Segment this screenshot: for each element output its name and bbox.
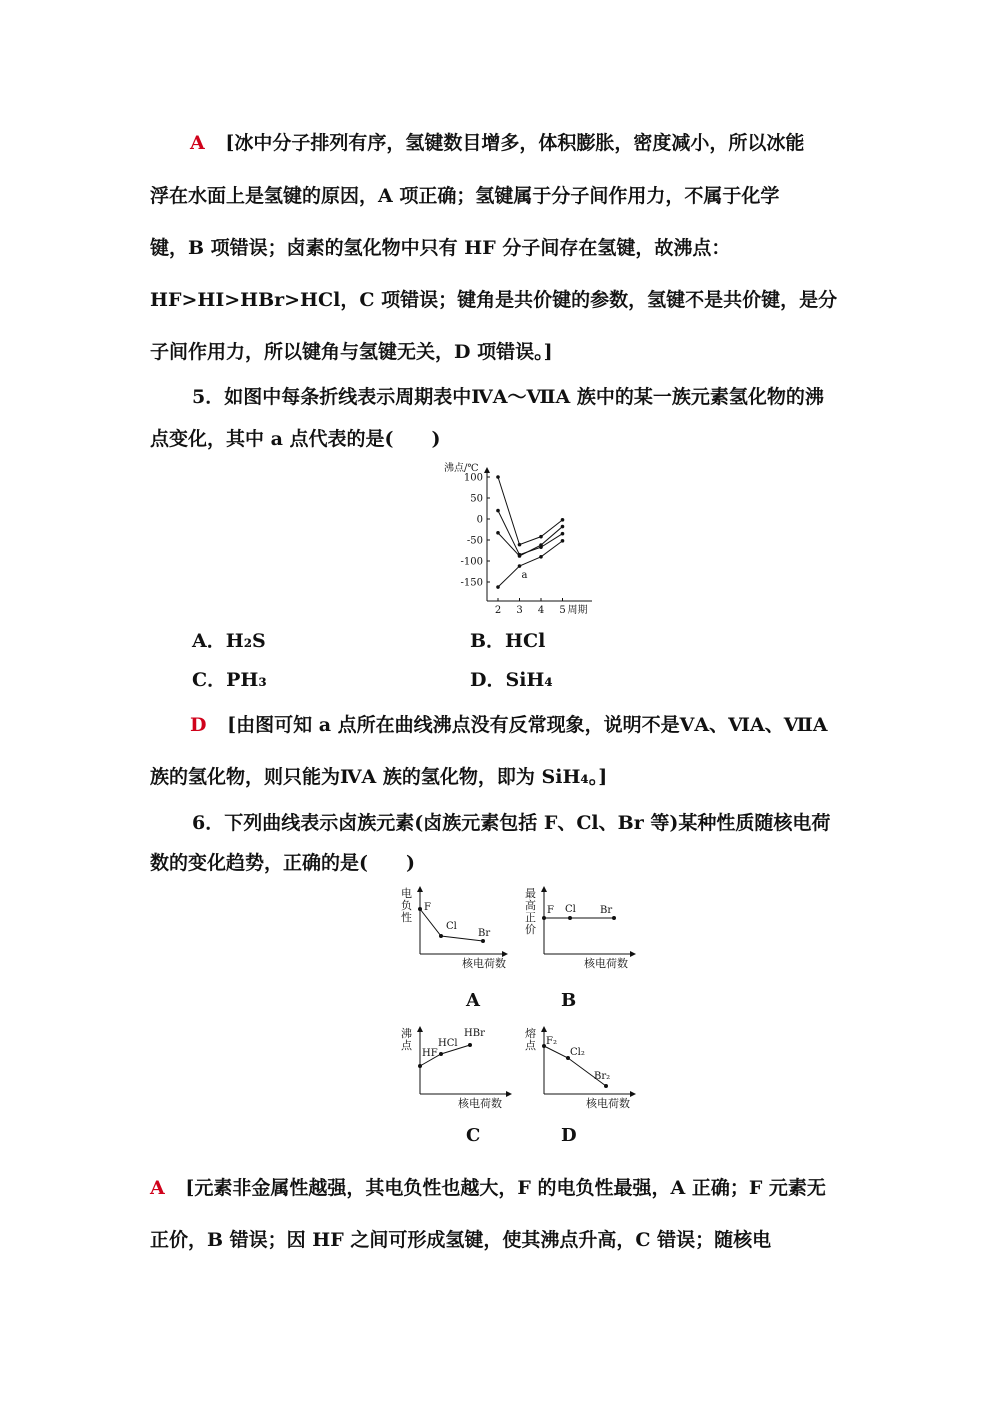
q6-stem-line-2: 数的变化趋势，正确的是( ) [150,852,415,874]
graph-b-label-br: Br [600,905,613,916]
graph-c-label-hbr: HBr [464,1028,485,1039]
q6-caption-b: B [561,990,577,1011]
bp-data-point [561,539,565,543]
graph-d-point-br2 [604,1084,608,1088]
q6-answer-text-1: [元素非金属性越强，其电负性也越大，F 的电负性最强，A 正确；F 元素无 [185,1177,826,1199]
graph-d-label-br2: Br₂ [594,1071,611,1082]
bp-xlabel: 周期 [567,605,588,616]
q5-boiling-point-chart [440,456,610,616]
graph-c-label-hf: HF [422,1048,438,1059]
graph-a-label-cl: Cl [446,921,457,932]
bp-data-point [518,564,522,568]
bp-x-tick-label: 2 [494,605,502,616]
graph-b-label-f: F [547,905,554,916]
graph-b-xlabel: 核电荷数 [584,957,628,969]
graph-a-ylabel-1: 电 [401,887,412,900]
q4-answer-line-2: 浮在水面上是氢键的原因，A 项正确；氢键属于分子间作用力，不属于化学 [150,185,780,207]
bp-data-point [496,531,500,535]
graph-c-label-hcl: HCl [438,1038,458,1049]
q6-answer-line-1 [150,1173,826,1200]
q5-answer-letter: D [190,714,207,736]
graph-b-ylabel-2: 高 [525,899,536,912]
q4-answer-line-3: 键，B 项错误；卤素的氢化物中只有 HF 分子间存在氢键，故沸点： [150,237,731,259]
graph-c-ylabel-1: 沸 [401,1027,412,1040]
graph-b-ylabel-3: 正 [525,911,536,924]
graph-a-label-f: F [424,902,431,913]
q5-answer-text-1: [由图可知 a 点所在曲线沸点没有反常现象，说明不是ⅤA、ⅥA、ⅦA [227,714,828,736]
q6-stem-line-1: 6．下列曲线表示卤族元素(卤族元素包括 F、Cl、Br 等)某种性质随核电荷 [192,812,831,834]
bp-data-point [539,555,543,559]
graph-d-label-cl2: Cl₂ [570,1047,585,1058]
q5-answer-line-1 [190,710,827,737]
q5-stem-line-2: 点变化，其中 a 点代表的是( ) [150,428,441,450]
q6-caption-c: C [466,1125,481,1146]
bp-y-arrow [484,467,490,473]
graph-d-ylabel-2: 点 [525,1039,536,1052]
graph-c-point-hf [418,1064,422,1068]
graph-d-xlabel: 核电荷数 [586,1097,630,1109]
q5-answer-line-2: 族的氢化物，则只能为ⅣA 族的氢化物，即为 SiH₄。] [150,766,608,788]
q6-graph-b [522,884,637,969]
bp-ylabel: 沸点/℃ [444,463,479,474]
bp-y-tick-label: -150 [460,577,483,589]
bp-y-tick-label: -50 [466,535,483,547]
q5-option-c[interactable]: C．PH₃ [192,669,267,691]
graph-c-xlabel: 核电荷数 [458,1097,502,1109]
bp-y-tick-label: -100 [460,556,483,568]
bp-series-line [498,541,563,587]
graph-c-ylabel-2: 点 [401,1039,412,1052]
bp-data-point [561,525,565,529]
bp-data-point [496,475,500,479]
bp-annotation-a: a [521,570,528,582]
q4-answer-line-4: HF>HI>HBr>HCl，C 项错误；键角是共价键的参数，氢键不是共价键，是分 [150,289,838,311]
q6-answer-line-2: 正价，B 错误；因 HF 之间可形成氢键，使其沸点升高，C 错误；随核电 [150,1229,772,1251]
graph-a-point-br [481,939,485,943]
graph-a-ylabel-2: 负 [401,899,412,912]
q4-answer-letter: A [190,132,205,154]
q6-graph-d [522,1024,637,1109]
q5-option-d[interactable]: D．SiH₄ [470,669,553,691]
graph-a-xlabel: 核电荷数 [462,957,506,969]
bp-data-point [561,518,565,522]
q4-answer-line-5: 子间作用力，所以键角与氢键无关，D 项错误。] [150,341,553,363]
graph-d-label-f2: F₂ [546,1036,557,1047]
q6-caption-d: D [561,1125,577,1146]
bp-x-tick-label: 5 [559,605,566,616]
bp-x-tick-label: 4 [537,605,545,616]
q6-graph-a [398,884,508,969]
bp-y-tick-label: 50 [470,493,483,505]
q6-answer-letter: A [150,1177,165,1199]
graph-b-point-cl [568,916,572,920]
bp-data-point [561,532,565,536]
bp-y-tick-label: 100 [463,472,483,484]
graph-c-point-hbr [468,1043,472,1047]
q5-option-b[interactable]: B．HCl [470,630,546,652]
graph-c-point-hcl [439,1052,443,1056]
bp-data-point [496,585,500,589]
bp-data-point [539,535,543,539]
graph-a-point-f [418,907,422,911]
bp-data-point [539,543,543,547]
graph-a-point-cl [439,934,443,938]
q5-option-a[interactable]: A．H₂S [192,630,266,652]
graph-d-ylabel-1: 熔 [525,1027,536,1040]
bp-data-point [518,554,522,558]
graph-b-point-br [612,916,616,920]
graph-a-ylabel-3: 性 [401,911,412,924]
q6-caption-a: A [466,990,480,1011]
q4-answer-text-1: [冰中分子排列有序，氢键数目增多，体积膨胀，密度减小，所以冰能 [225,132,805,154]
graph-b-ylabel-4: 价 [525,923,536,936]
q4-answer-line-1 [190,128,804,155]
graph-a-label-br: Br [478,928,491,939]
bp-x-tick-label: 3 [516,605,523,616]
q6-graph-c [398,1024,513,1109]
q5-stem-line-1: 5．如图中每条折线表示周期表中ⅣA～ⅦA 族中的某一族元素氢化物的沸 [192,386,824,408]
graph-b-point-f [542,916,546,920]
bp-data-point [496,509,500,513]
graph-b-ylabel-1: 最 [525,887,536,900]
bp-y-tick-label: 0 [476,514,483,526]
bp-data-point [518,543,522,547]
graph-b-label-cl: Cl [565,904,576,915]
